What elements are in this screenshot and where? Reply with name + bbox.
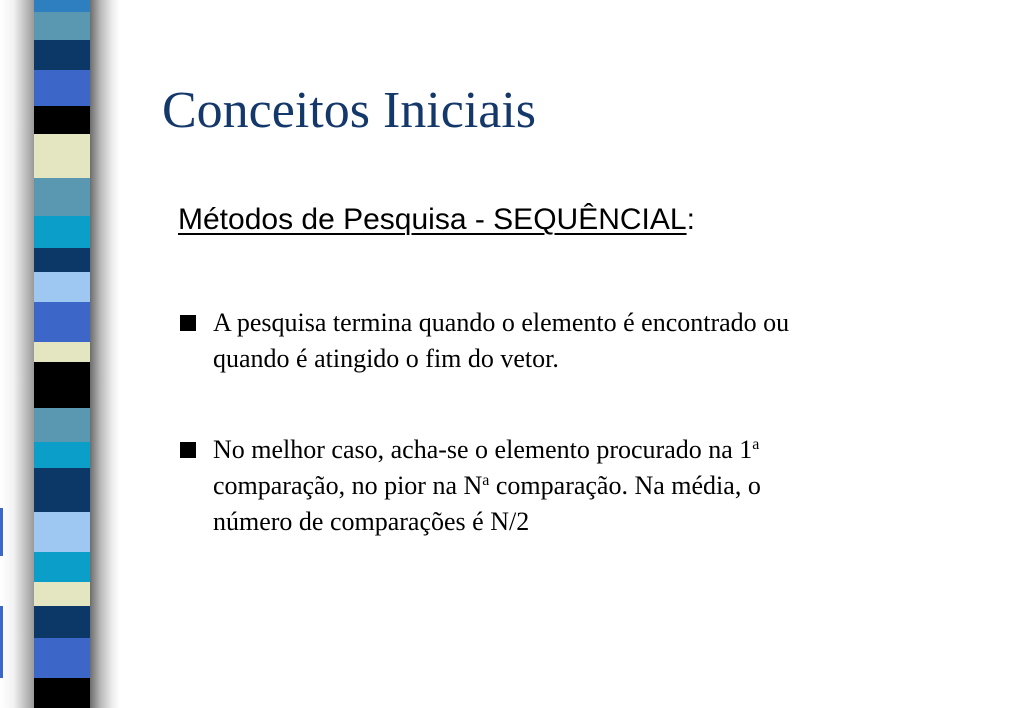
bullet-fragment: No melhor caso, acha-se o elemento procurado na 1 xyxy=(213,435,753,464)
bullet-item xyxy=(180,305,910,377)
ordinal-superscript: a xyxy=(752,436,760,453)
stripe-block xyxy=(34,582,90,606)
stripe-block xyxy=(34,216,90,248)
bullet-text xyxy=(213,305,910,377)
decorative-stripe-column xyxy=(34,0,90,708)
stripe-block xyxy=(34,70,90,106)
bullet-line: A pesquisa termina quando o elemento é encontrado ou xyxy=(213,308,790,337)
stripe-block xyxy=(34,272,90,302)
slide-subtitle xyxy=(178,200,695,240)
left-accent-bar xyxy=(0,508,3,556)
stripe-block xyxy=(34,248,90,272)
bullet-fragment: comparação. Na média, o xyxy=(489,471,761,500)
stripe-block xyxy=(34,678,90,708)
square-bullet-icon xyxy=(180,442,196,458)
bullet-item xyxy=(180,432,910,540)
bullet-fragment: comparação, no pior na N xyxy=(213,471,483,500)
stripe-block xyxy=(34,0,90,12)
stripe-block xyxy=(34,302,90,342)
stripe-block xyxy=(34,606,90,638)
stripe-block xyxy=(34,512,90,552)
stripe-block xyxy=(34,408,90,442)
bullet-line xyxy=(213,468,910,504)
subtitle-text: Métodos de Pesquisa - SEQUÊNCIAL xyxy=(178,203,687,236)
stripe-block xyxy=(34,342,90,362)
bullet-text xyxy=(213,432,910,540)
stripe-block xyxy=(34,12,90,40)
stripe-block xyxy=(34,468,90,512)
subtitle-colon: : xyxy=(686,203,695,236)
bullet-line xyxy=(213,432,910,468)
stripe-block xyxy=(34,178,90,216)
left-accent-bar xyxy=(0,606,3,678)
ordinal-superscript: a xyxy=(482,472,490,489)
stripe-block xyxy=(34,552,90,582)
stripe-block xyxy=(34,106,90,134)
stripe-block xyxy=(34,442,90,468)
stripe-block xyxy=(34,362,90,408)
stripe-block xyxy=(34,134,90,178)
left-gradient-band xyxy=(0,0,34,708)
square-bullet-icon xyxy=(180,315,196,331)
stripe-shadow xyxy=(90,0,120,708)
bullet-line: quando é atingido o fim do vetor. xyxy=(213,344,559,373)
stripe-block xyxy=(34,40,90,70)
bullet-line: número de comparações é N/2 xyxy=(213,507,530,536)
slide-title: Conceitos Iniciais xyxy=(162,82,537,139)
stripe-block xyxy=(34,638,90,678)
